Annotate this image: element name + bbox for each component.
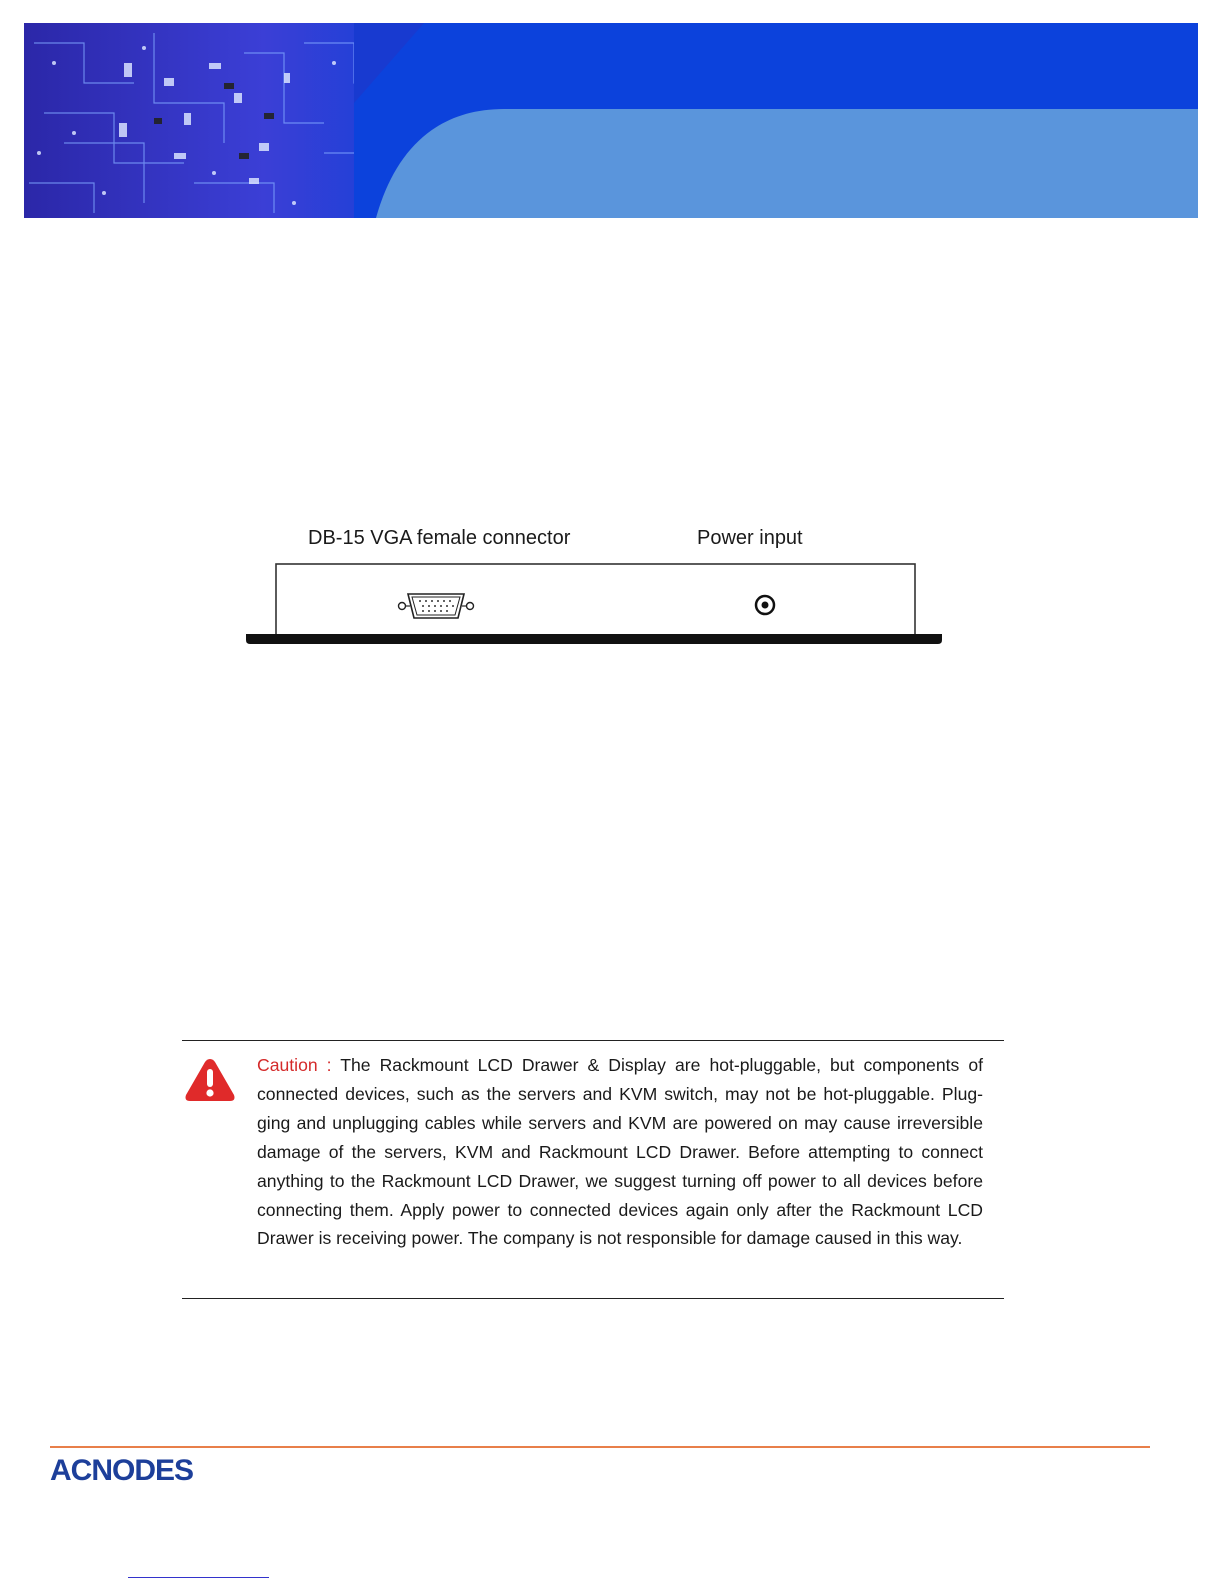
acnodes-logo — [50, 1452, 250, 1484]
power-jack-icon — [756, 596, 774, 614]
panel-outline — [276, 564, 915, 636]
caution-top-rule — [182, 1040, 1004, 1041]
panel-base-plate — [246, 634, 942, 644]
vga-connector-label: DB-15 VGA female connector — [308, 527, 571, 549]
logo-text: ACNODES — [50, 1454, 194, 1484]
caution-label: Caution : — [257, 1055, 332, 1075]
header-banner — [24, 23, 1198, 218]
caution-bottom-rule — [182, 1298, 1004, 1299]
caution-body: The Rackmount LCD Drawer & Display are hot-pluggable, but components of connected devices, such as the servers and KVM switch, may not be hot-pluggable. Plug-ging and unplugging cables while servers and KVM are powered on may cause irreversible damage of the servers, KVM and Rackmount LCD Drawer. Before attempting to connect anything to the Rackmount LCD Drawer, we suggest turning off power to all devices before connecting them. Apply power to connected devices again only after the Rackmount LCD Drawer is receiving power. The company is not responsible for damage caused in this way. — [257, 1055, 983, 1249]
warning-triangle-icon — [184, 1057, 236, 1103]
caution-paragraph — [257, 1051, 983, 1253]
footer-rule — [50, 1446, 1150, 1448]
footer-link-underline[interactable] — [128, 1577, 269, 1578]
rear-panel-diagram — [244, 560, 944, 650]
power-input-label: Power input — [697, 527, 803, 549]
circuit-board-graphic — [24, 23, 1198, 218]
